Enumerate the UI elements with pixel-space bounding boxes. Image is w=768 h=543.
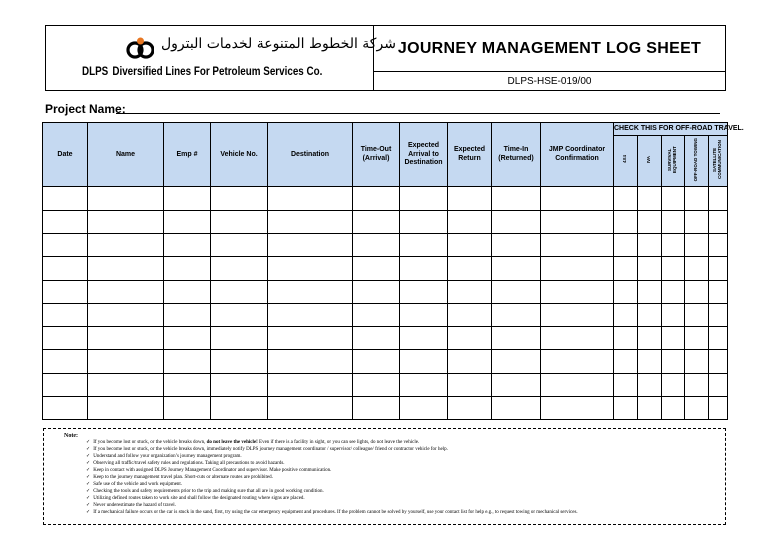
table-cell[interactable] [614, 280, 638, 303]
notes-list [86, 439, 719, 516]
table-cell[interactable] [400, 373, 448, 396]
table-cell[interactable] [88, 373, 164, 396]
col-header-destination: Destination [268, 123, 353, 187]
table-row [43, 350, 728, 373]
table-cell[interactable] [164, 373, 211, 396]
table-cell[interactable] [492, 350, 541, 373]
table-cell[interactable] [638, 327, 662, 350]
table-cell[interactable] [164, 233, 211, 256]
table-cell[interactable] [662, 233, 685, 256]
document-header [45, 25, 726, 91]
table-cell[interactable] [638, 233, 662, 256]
table-cell[interactable] [685, 373, 709, 396]
table-cell[interactable] [353, 233, 400, 256]
table-cell[interactable] [43, 397, 88, 420]
table-cell[interactable] [614, 187, 638, 210]
table-cell[interactable] [400, 280, 448, 303]
table-cell[interactable] [492, 210, 541, 233]
notes-box [43, 428, 726, 525]
col-header-expected-return: Expected Return [448, 123, 492, 187]
journey-log-table [42, 122, 744, 420]
table-cell[interactable] [662, 397, 685, 420]
table-cell[interactable] [709, 327, 728, 350]
table-cell[interactable] [614, 210, 638, 233]
table-cell[interactable] [164, 303, 211, 326]
table-row [43, 327, 728, 350]
table-cell[interactable] [638, 187, 662, 210]
table-cell[interactable] [614, 350, 638, 373]
table-cell[interactable] [88, 187, 164, 210]
table-cell[interactable] [541, 303, 614, 326]
table-cell[interactable] [353, 303, 400, 326]
table-cell[interactable] [492, 233, 541, 256]
company-logo-block [46, 26, 396, 90]
table-cell[interactable] [685, 187, 709, 210]
col-header-4x4: 4X4 [614, 136, 638, 187]
table-cell[interactable] [492, 327, 541, 350]
table-cell[interactable] [662, 187, 685, 210]
col-header-iva: IVA [638, 136, 662, 187]
note-item: ✓ Observing all traffic/travel safety rules and regulations. Taking all precautions to avoid hazards. [86, 460, 719, 467]
table-cell[interactable] [353, 350, 400, 373]
table-cell[interactable] [709, 257, 728, 280]
company-name-arabic: شركة الخطوط المتنوعة لخدمات البترول [161, 36, 396, 52]
table-cell[interactable] [541, 280, 614, 303]
document-title: JOURNEY MANAGEMENT LOG SHEET [374, 26, 725, 72]
project-name-field[interactable] [116, 113, 720, 114]
table-cell[interactable] [709, 210, 728, 233]
table-row [43, 280, 728, 303]
table-cell[interactable] [268, 210, 353, 233]
table-cell[interactable] [400, 350, 448, 373]
table-cell[interactable] [638, 303, 662, 326]
table-cell[interactable] [541, 373, 614, 396]
table-cell[interactable] [448, 187, 492, 210]
table-cell[interactable] [400, 210, 448, 233]
table-cell[interactable] [709, 303, 728, 326]
table-cell[interactable] [400, 327, 448, 350]
table-cell[interactable] [43, 350, 88, 373]
table-row [43, 210, 728, 233]
table-cell[interactable] [164, 327, 211, 350]
table-row [43, 257, 728, 280]
note-item: ✓ If a mechanical failure occurs or the car is stuck in the sand, first, try using the car emergency equipment and procedures. If the problem cannot be solved by yourself, use your contact list for help e.g., to request towing or mechanical services. [86, 509, 719, 516]
table-row [43, 187, 728, 210]
table-cell[interactable] [43, 373, 88, 396]
table-cell[interactable] [541, 233, 614, 256]
table-cell[interactable] [400, 187, 448, 210]
table-cell[interactable] [492, 257, 541, 280]
table-cell[interactable] [685, 233, 709, 256]
document-code: DLPS-HSE-019/00 [507, 75, 592, 87]
table-cell[interactable] [614, 397, 638, 420]
table-cell[interactable] [662, 257, 685, 280]
note-item: ✓ Never underestimate the hazard of travel. [86, 502, 719, 509]
table-cell[interactable] [685, 350, 709, 373]
table-cell[interactable] [685, 397, 709, 420]
table-cell[interactable] [662, 373, 685, 396]
col-header-satellite-communication: SATELLITE COMMUNICATION [709, 136, 728, 187]
table-cell[interactable] [211, 187, 268, 210]
table-cell[interactable] [448, 350, 492, 373]
table-cell[interactable] [43, 257, 88, 280]
note-item: ✓ Understand and follow your organization’s journey management program. [86, 453, 719, 460]
col-header-date: Date [43, 123, 88, 187]
table-cell[interactable] [448, 210, 492, 233]
table-cell[interactable] [400, 303, 448, 326]
table-cell[interactable] [268, 397, 353, 420]
table-cell[interactable] [211, 280, 268, 303]
table-cell[interactable] [88, 210, 164, 233]
table-cell[interactable] [448, 280, 492, 303]
table-cell[interactable] [88, 233, 164, 256]
table-cell[interactable] [268, 233, 353, 256]
table-row [43, 373, 728, 396]
table-cell[interactable] [638, 280, 662, 303]
note-item: ✓ If you become lost or stuck, or the vehicle breaks down, do not leave the vehicle! Even if there is a facility in sight, or you can see lights, do not leave the vehicle. [86, 439, 719, 446]
offroad-header: CHECK THIS FOR OFF-ROAD TRAVEL. [614, 123, 728, 136]
title-block [374, 26, 725, 90]
col-header-survival-equipment: SURVIVAL EQUIPMENT [662, 136, 685, 187]
table-cell[interactable] [685, 303, 709, 326]
col-header-jmp-confirmation: JMP Coordinator Confirmation [541, 123, 614, 187]
table-cell[interactable] [211, 257, 268, 280]
table-row [43, 397, 728, 420]
table-cell[interactable] [448, 397, 492, 420]
table-cell[interactable] [43, 187, 88, 210]
table-cell[interactable] [448, 303, 492, 326]
table-cell[interactable] [541, 397, 614, 420]
table-cell[interactable] [164, 397, 211, 420]
note-item: ✓ Checking the tools and safety requirements prior to the trip and making sure that all are in good working condition. [86, 488, 719, 495]
table-cell[interactable] [88, 397, 164, 420]
table-cell[interactable] [400, 233, 448, 256]
table-cell[interactable] [638, 350, 662, 373]
table-cell[interactable] [400, 257, 448, 280]
table-cell[interactable] [448, 327, 492, 350]
table-cell[interactable] [448, 257, 492, 280]
table-cell[interactable] [541, 327, 614, 350]
note-item: ✓ Utilizing defined routes taken to work site and shall follow the designated routing where signs are placed. [86, 495, 719, 502]
col-header-time-out: Time-Out (Arrival) [353, 123, 400, 187]
project-name-label: Project Name: [45, 102, 126, 116]
table-cell[interactable] [211, 397, 268, 420]
company-abbr: DLPS [82, 64, 109, 78]
table-row [43, 303, 728, 326]
table-cell[interactable] [638, 373, 662, 396]
note-item: ✓ Safe use of the vehicle and work equipment. [86, 481, 719, 488]
table-cell[interactable] [685, 327, 709, 350]
table-cell[interactable] [43, 210, 88, 233]
table-cell[interactable] [448, 233, 492, 256]
table-cell[interactable] [541, 187, 614, 210]
table-cell[interactable] [268, 373, 353, 396]
table-cell[interactable] [268, 280, 353, 303]
table-cell[interactable] [164, 350, 211, 373]
table-cell[interactable] [614, 233, 638, 256]
company-logo-icon [126, 36, 154, 62]
note-label: Note: [64, 433, 78, 439]
note-item: ✓ Keep in contact with assigned DLPS Journey Management Coordinator and supervisor. Make positive communication. [86, 467, 719, 474]
table-cell[interactable] [164, 280, 211, 303]
table-cell[interactable] [614, 373, 638, 396]
table-cell[interactable] [709, 350, 728, 373]
table-cell[interactable] [709, 373, 728, 396]
table-cell[interactable] [88, 280, 164, 303]
table-cell[interactable] [638, 210, 662, 233]
table-cell[interactable] [541, 350, 614, 373]
table-cell[interactable] [211, 327, 268, 350]
table-cell[interactable] [492, 397, 541, 420]
table-cell[interactable] [268, 303, 353, 326]
table-cell[interactable] [211, 303, 268, 326]
col-header-expected-arrival: Expected Arrival to Destination [400, 123, 448, 187]
table-cell[interactable] [43, 233, 88, 256]
col-header-offroad-towing: OFF-ROAD TOWING [685, 136, 709, 187]
table-cell[interactable] [662, 327, 685, 350]
table-cell[interactable] [164, 257, 211, 280]
table-cell[interactable] [268, 187, 353, 210]
table-cell[interactable] [211, 373, 268, 396]
table-cell[interactable] [164, 210, 211, 233]
company-name-english [82, 64, 322, 78]
table-row [43, 233, 728, 256]
table-cell[interactable] [541, 210, 614, 233]
table-cell[interactable] [43, 280, 88, 303]
table-cell[interactable] [492, 303, 541, 326]
table-cell[interactable] [685, 280, 709, 303]
table-cell[interactable] [614, 303, 638, 326]
table-cell[interactable] [709, 397, 728, 420]
table-cell[interactable] [662, 303, 685, 326]
table-cell[interactable] [638, 397, 662, 420]
table-cell[interactable] [88, 303, 164, 326]
table-cell[interactable] [614, 257, 638, 280]
table-cell[interactable] [614, 327, 638, 350]
table-cell[interactable] [353, 327, 400, 350]
table-cell[interactable] [492, 187, 541, 210]
table-cell[interactable] [88, 257, 164, 280]
table-cell[interactable] [353, 257, 400, 280]
table-cell[interactable] [541, 257, 614, 280]
col-header-emp: Emp # [164, 123, 211, 187]
note-item: ✓ If you become lost or stuck, or the vehicle breaks down, immediately notify DLPS journey management coordinator / supervisor/ colleague/ friend or contractor vehicle for help. [86, 446, 719, 453]
table-cell[interactable] [492, 280, 541, 303]
table-cell[interactable] [709, 280, 728, 303]
table-cell[interactable] [685, 257, 709, 280]
table-cell[interactable] [448, 373, 492, 396]
table-cell[interactable] [662, 280, 685, 303]
table-cell[interactable] [709, 233, 728, 256]
note-item: ✓ Keep to the journey management travel plan. Short-cuts or alternate routes are prohibited. [86, 474, 719, 481]
table-cell[interactable] [211, 210, 268, 233]
col-header-time-in: Time-In (Returned) [492, 123, 541, 187]
table-cell[interactable] [353, 280, 400, 303]
table-cell[interactable] [268, 350, 353, 373]
table-cell[interactable] [43, 303, 88, 326]
table-cell[interactable] [353, 373, 400, 396]
company-full-name: Diversified Lines For Petroleum Services Co. [112, 64, 323, 78]
table-cell[interactable] [638, 257, 662, 280]
table-cell[interactable] [400, 397, 448, 420]
table-cell[interactable] [268, 257, 353, 280]
table-cell[interactable] [164, 187, 211, 210]
table-cell[interactable] [709, 187, 728, 210]
table-cell[interactable] [353, 187, 400, 210]
col-header-name: Name [88, 123, 164, 187]
table-cell[interactable] [211, 233, 268, 256]
table-cell[interactable] [88, 350, 164, 373]
table-cell[interactable] [662, 210, 685, 233]
table-cell[interactable] [88, 327, 164, 350]
table-cell[interactable] [353, 210, 400, 233]
table-cell[interactable] [353, 397, 400, 420]
table-cell[interactable] [268, 327, 353, 350]
table-cell[interactable] [662, 350, 685, 373]
col-header-vehicle: Vehicle No. [211, 123, 268, 187]
table-cell[interactable] [211, 350, 268, 373]
table-cell[interactable] [492, 373, 541, 396]
table-cell[interactable] [685, 210, 709, 233]
table-cell[interactable] [43, 327, 88, 350]
